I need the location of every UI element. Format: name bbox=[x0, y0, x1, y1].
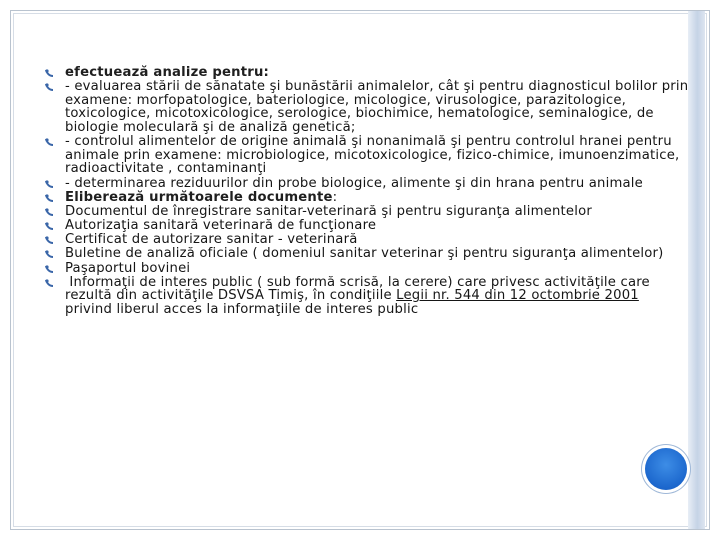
law-link[interactable]: Legii nr. 544 din 12 octombrie 2001 bbox=[396, 288, 639, 304]
list-item-text: : bbox=[332, 189, 338, 205]
bullet-icon bbox=[44, 180, 54, 189]
bullet-icon bbox=[44, 265, 54, 274]
list-item bbox=[44, 247, 689, 261]
list-item bbox=[44, 177, 689, 191]
bullet-icon bbox=[44, 194, 54, 203]
bullet-icon bbox=[44, 69, 54, 78]
list-item bbox=[44, 262, 689, 276]
bullet-icon bbox=[44, 250, 54, 259]
list-item-text: - controlul alimentelor de origine animală şi nonanimală şi pentru controlul hranei pentru animale prin examene: microbiologice, micotoxicologice, fizico-chimice, imunoenzimatice, radioactivitate , contaminanţi bbox=[65, 134, 680, 177]
list-item-text: privind liberul acces la informaţiile de interes public bbox=[65, 302, 419, 318]
list-item-heading: Eliberează următoarele documente bbox=[65, 189, 333, 205]
list-item-text: efectuează analize pentru: bbox=[65, 65, 270, 80]
list-item bbox=[44, 66, 689, 80]
list-item-text: - determinarea reziduurilor din probe biologice, alimente şi din hrana pentru animale bbox=[65, 175, 643, 191]
list-item bbox=[44, 219, 689, 233]
list-item-text: - evaluarea stării de sănatate şi bunăstării animalelor, cât şi pentru diagnosticul bolilor prin examene: morfopatologice, bateriologice, micologice, virusologice, parazitologice, toxicologice, micotoxicologice, serologice, biochimice, hematologice, seminalogice, de biologie moleculară şi de analiză genetică; bbox=[65, 79, 689, 135]
list-item-text: Buletine de analiză oficiale ( domeniul sanitar veterinar şi pentru siguranţa alimentelor) bbox=[65, 246, 664, 262]
list-item-text: Autorizaţia sanitară veterinară de funcţionare bbox=[65, 218, 377, 234]
list-item-text: Paşaportul bovinei bbox=[65, 260, 191, 276]
bullet-icon bbox=[44, 222, 54, 231]
bullet-icon bbox=[44, 236, 54, 245]
list-item-text: Certificat de autorizare sanitar - veterinară bbox=[65, 232, 358, 248]
list-item bbox=[44, 80, 689, 134]
content-list bbox=[44, 66, 689, 317]
list-item bbox=[44, 233, 689, 247]
nav-circle-button[interactable] bbox=[645, 448, 687, 490]
bullet-icon bbox=[44, 208, 54, 217]
list-item-text: Informaţii de interes public ( sub formă scrisă, la cerere) care privesc activităţile care rezultă din activităţile DSVSA Timiş, în condiţiile bbox=[65, 274, 655, 304]
list-item-text: Documentul de înregistrare sanitar-veterinară şi pentru siguranţa alimentelor bbox=[65, 203, 592, 219]
decorative-side-band bbox=[688, 11, 705, 529]
bullet-icon bbox=[44, 279, 54, 288]
list-item bbox=[44, 135, 689, 176]
bullet-icon bbox=[44, 83, 54, 92]
list-item bbox=[44, 191, 689, 205]
list-item bbox=[44, 276, 689, 317]
bullet-icon bbox=[44, 138, 54, 147]
list-item bbox=[44, 205, 689, 219]
